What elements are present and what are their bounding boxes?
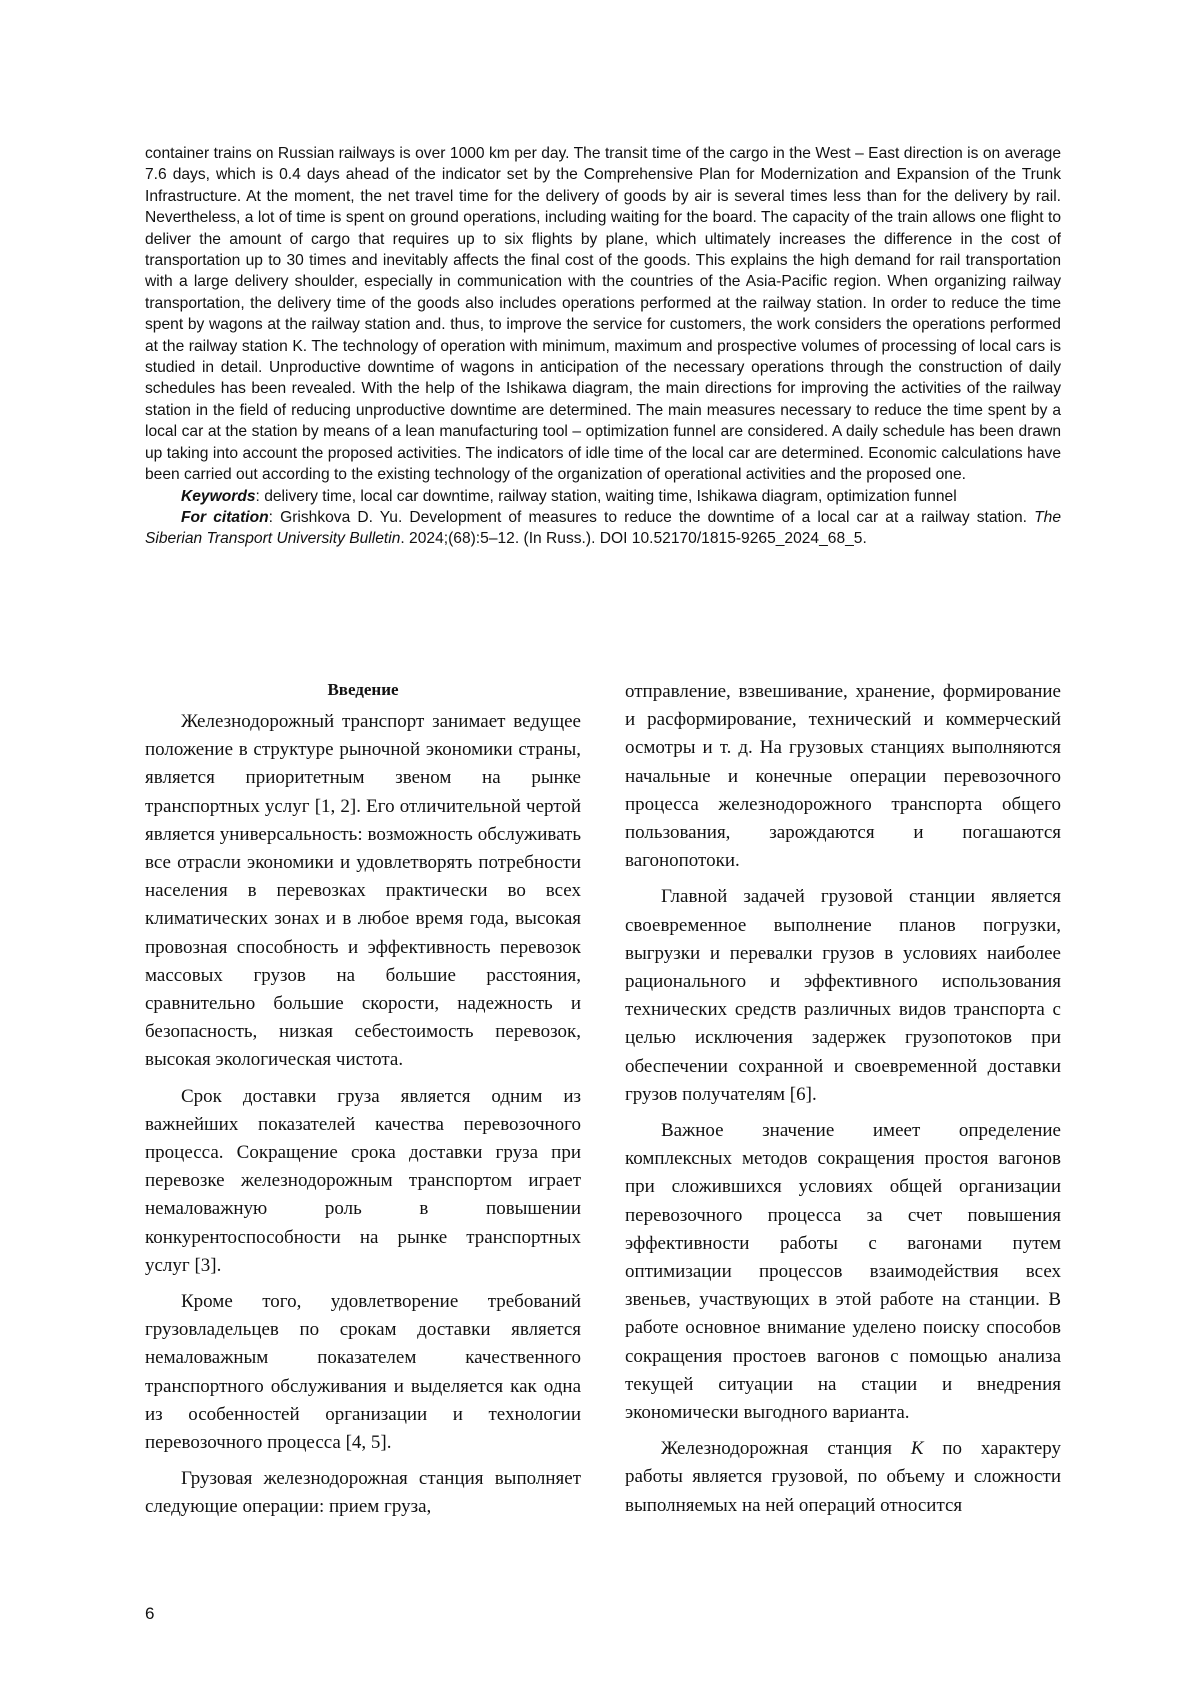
right-column (625, 678, 1061, 1528)
body-paragraph: Кроме того, удовлетворение требований грузовладельцев по срокам доставки является немаловажным показателем качественного транспортного обслуживания и выделяется как одна из особенностей организации и технологии перевозочного процесса [4, 5]. (145, 1291, 581, 1454)
section-heading: Введение (327, 680, 399, 699)
abstract-block (145, 143, 1061, 550)
left-column (145, 678, 581, 1530)
body-paragraph: Главной задачей грузовой станции является своевременное выполнение планов погрузки, выгрузки и перевалки грузов в условиях наиболее рационального и эффективного использования технических средств различных видов транспорта с целью исключения задержек грузопотоков при обеспечении сохранной и своевременной доставки грузов получателям [6]. (625, 886, 1061, 1105)
body-paragraph: Железнодорожный транспорт занимает ведущее положение в структуре рыночной экономики страны, является приоритетным звеном на рынке транспортных услуг [1, 2]. Его отличительной чертой является универсальность: возможность обслуживать все отрасли экономики и удовлетворять потребности населения в перевозках практически во всех климатических зонах и в любое время года, высокая провозная способность и эффективность перевозок массовых грузов на большие расстояния, сравнительно большие скорости, надежность и безопасность, низкая себестоимость перевозок, высокая экологическая чистота. (145, 711, 581, 1071)
page-number: 6 (145, 1604, 155, 1623)
keywords-text: : delivery time, local car downtime, railway station, waiting time, Ishikawa diagram, optimization funnel (255, 487, 957, 505)
citation-label: For citation (181, 508, 269, 526)
paragraph-prefix: Железнодорожная станция (661, 1438, 911, 1460)
paragraph-suffix: по характеру работы является грузовой, по объему и сложности выполняемых на ней операций относится (625, 1438, 1062, 1516)
body-paragraph (625, 1435, 1061, 1520)
body-paragraph: Грузовая железнодорожная станция выполняет следующие операции: прием груза, (145, 1468, 581, 1518)
body-paragraph: Важное значение имеет определение комплексных методов сокращения простоя вагонов при сложившихся условиях общей организации перевозочного процесса за счет повышения эффективности работы с вагонами путем оптимизации процессов взаимодействия всех звеньев, участвующих в этой работе на станции. В работе основное внимание уделено поиску способов сокращения простоев вагонов с помощью анализа текущей ситуации на стации и внедрения экономически выгодного варианта. (625, 1120, 1061, 1424)
body-paragraph-continuation: отправление, взвешивание, хранение, формирование и расформирование, технический и коммерческий осмотры и т. д. На грузовых станциях выполняются начальные и конечные операции перевозочного процесса железнодорожного транспорта общего пользования, зарождаются и погашаются вагонопотоки. (625, 681, 1061, 872)
abstract-text: container trains on Russian railways is over 1000 km per day. The transit time of the cargo in the West – East direction is on average 7.6 days, which is 0.4 days ahead of the indicator set by the Comprehensive Plan for Modernization and Expansion of the Trunk Infrastructure. At the moment, the net travel time for the delivery of goods by air is several times less than for the delivery by rail. Nevertheless, a lot of time is spent on ground operations, including waiting for the board. The capacity of the train allows one flight to deliver the amount of cargo that requires up to six flights by plane, which ultimately increases the difference in the cost of transportation up to 30 times and inevitably affects the final cost of the goods. This explains the high demand for rail transportation with a large delivery shoulder, especially in communication with the countries of the Asia-Pacific region. When organizing railway transportation, the delivery time of the goods also includes operations performed at the railway station. In order to reduce the time spent by wagons at the railway station and. thus, to improve the service for customers, the work considers the operations performed at the railway station K. The technology of operation with minimum, maximum and prospective volumes of processing of local cars is studied in detail. Unproductive downtime of wagons in anticipation of the necessary operations through the construction of daily schedules has been revealed. With the help of the Ishikawa diagram, the main directions for improving the activities of the railway station in the field of reducing unproductive downtime are determined. The main measures necessary to reduce the time spent by a local car at the station by means of a lean manufacturing tool – optimization funnel are considered. A daily schedule has been drawn up taking into account the proposed activities. The indicators of idle time of the local car are determined. Economic calculations have been carried out according to the existing technology of the organization of operational activities and the proposed one. (145, 145, 1061, 484)
citation-rest: . 2024;(68):5–12. (In Russ.). DOI 10.52170/1815-9265_2024_68_5. (400, 530, 867, 548)
citation-journal: The Siberian Transport University Bulletin (145, 508, 1061, 548)
keywords-label: Keywords (181, 487, 256, 505)
keywords-line (145, 486, 1061, 507)
body-paragraph: Срок доставки груза является одним из важнейших показателей качества перевозочного процесса. Сокращение срока доставки груза при перевозке железнодорожным транспортом играет немаловажную роль в повышении конкурентоспособности на рынке транспортных услуг [3]. (145, 1085, 581, 1276)
citation-text: : Grishkova D. Yu. Development of measures to reduce the downtime of a local car at a railway station. (268, 508, 1035, 526)
station-name: К (910, 1438, 924, 1460)
citation-line (145, 507, 1061, 550)
